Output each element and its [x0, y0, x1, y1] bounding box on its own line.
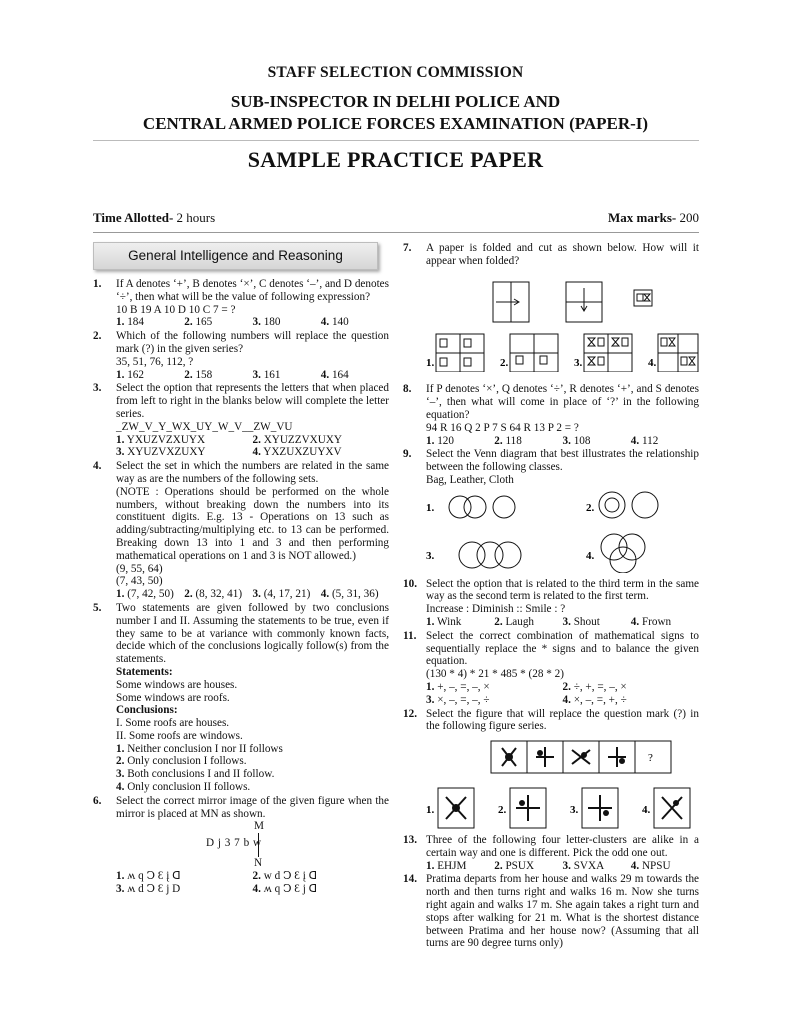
svg-text:1.: 1.: [426, 804, 435, 817]
question-number: 4.: [93, 460, 102, 473]
section-heading: General Intelligence and Reasoning: [93, 242, 378, 270]
header-divider: [93, 140, 699, 141]
question-10: [403, 578, 699, 629]
venn-option-4[interactable]: [586, 534, 645, 573]
series-option-2[interactable]: [498, 788, 546, 828]
question-9: [403, 448, 699, 576]
option-1[interactable]: 1. 120: [426, 434, 454, 447]
series-row: [491, 741, 671, 773]
svg-text:3.: 3.: [574, 356, 583, 369]
options: [116, 369, 389, 382]
option-3[interactable]: 3. Shout: [562, 615, 600, 628]
option-2[interactable]: 2. w d Ↄ Ɛ į ᗡ: [252, 870, 318, 883]
mirror-m-label: M: [254, 820, 264, 833]
right-column: [403, 242, 699, 951]
conclusions-label: Conclusions:: [116, 704, 178, 717]
figure-series: [426, 733, 699, 829]
venn-option-1[interactable]: [426, 496, 515, 518]
series-figure-1: [502, 748, 516, 766]
time-allotted: [93, 210, 215, 226]
question-12: [403, 708, 699, 833]
marks-value: 200: [676, 210, 699, 225]
option-2[interactable]: 2. Laugh: [494, 615, 535, 628]
question-1: [93, 278, 389, 329]
series-option-4[interactable]: [642, 788, 690, 828]
venn-option-2[interactable]: [586, 492, 658, 518]
option-2[interactable]: 2. 158: [184, 368, 213, 381]
question-text: Select the option that represents the letters that when placed from left to right in the blanks below will complete the letter series.: [116, 382, 389, 420]
mirror-line: [258, 833, 259, 857]
fold-option-4[interactable]: [648, 334, 698, 372]
question-4: [93, 460, 389, 601]
question-number: 3.: [93, 382, 102, 395]
question-text: Select the figure that will replace the question mark (?) in the following figure series.: [426, 707, 699, 733]
expression: 35, 51, 76, 112, ?: [116, 355, 194, 368]
classes: Bag, Leather, Cloth: [426, 473, 514, 486]
option-1[interactable]: 1. +, –, =, –, ×: [426, 680, 490, 693]
svg-text:2.: 2.: [498, 804, 507, 817]
question-text: Select the option that is related to the third term in the same way as the second term is related to the first term.: [426, 577, 699, 603]
fold-option-2[interactable]: [500, 334, 558, 372]
options: [116, 434, 389, 460]
option-1[interactable]: 1. 162: [116, 368, 144, 381]
question-number: 6.: [93, 794, 102, 807]
question-6: [93, 795, 389, 896]
question-number: 5.: [93, 601, 102, 614]
options: [426, 616, 699, 629]
option-4[interactable]: 4. ʍ q Ↄ Ɛ j ᗡ: [252, 883, 318, 896]
note: (NOTE : Operations should be performed on the whole numbers, without breaking down the numbers into its constituent digits. E.g. 13 - Operations on 13 such as adding/subtracting/multiplying etc. to 13 can be performed. Breaking down 13 into 1 and 3 and then performing mathematical operations on 1 and 3 is NOT allowed.): [116, 485, 389, 562]
option-4[interactable]: 4. 140: [320, 316, 349, 329]
svg-text:3.: 3.: [570, 804, 579, 817]
options: [116, 870, 389, 896]
option-4[interactable]: 4. YXZUXZUYXV: [252, 446, 342, 459]
question-number: 13.: [403, 833, 417, 846]
option-3[interactable]: 3. SVXA: [562, 859, 605, 872]
question-text: Two statements are given followed by two conclusions number I and II. Assuming the statements to be true, even if they same to be at variance with commonly known facts, decide which of the conclusions logically follow(s) from the statements.: [116, 601, 389, 666]
option-4[interactable]: 4. (5, 31, 36): [320, 588, 379, 601]
question-13: [403, 834, 699, 872]
paper-fold-figure: [426, 268, 699, 372]
series-option-3[interactable]: [570, 788, 618, 828]
question-text: If P denotes ‘×’, Q denotes ‘÷’, R denotes ‘+’, and S denotes ‘–’, then what will come in place of ‘?’ in the following equation?: [426, 383, 699, 421]
option-4[interactable]: 4. Frown: [630, 615, 672, 628]
statement-1: Some windows are houses.: [116, 678, 238, 691]
option-3[interactable]: 3. 180: [252, 316, 281, 329]
option-1[interactable]: 1. Neither conclusion I nor II follows: [116, 742, 283, 755]
mirror-n-label: N: [254, 857, 263, 870]
option-4[interactable]: 4. Only conclusion II follows.: [116, 781, 251, 794]
question-text: A paper is folded and cut as shown below. How will it appear when folded?: [426, 242, 699, 267]
series-option-1[interactable]: [426, 788, 474, 828]
option-4[interactable]: 4. NPSU: [630, 859, 671, 872]
question-2: [93, 330, 389, 381]
question-text: Select the correct combination of mathematical signs to sequentially replace the * signs and to balance the given equation.: [426, 629, 699, 668]
svg-text:1.: 1.: [426, 501, 435, 514]
expression: 94 R 16 Q 2 P 7 S 64 R 13 P 2 = ?: [426, 421, 579, 434]
option-4[interactable]: 4. 112: [630, 434, 659, 447]
question-text: Select the correct mirror image of the given figure when the mirror is placed at MN as shown.: [116, 794, 389, 820]
option-1[interactable]: 1. ʍ q Ↄ Ɛ į ᗡ: [116, 870, 181, 883]
question-5: [93, 602, 389, 794]
org-name: STAFF SELECTION COMMISSION: [267, 64, 524, 81]
option-3[interactable]: 3. ʍ d Ↄ Ɛ j D: [116, 883, 181, 896]
question-3: [93, 382, 389, 459]
svg-text:4.: 4.: [648, 356, 657, 369]
option-1[interactable]: 1. (7, 42, 50): [116, 588, 174, 601]
question-number: 11.: [403, 629, 417, 642]
question-text: Select the set in which the numbers are related in the same way as are the numbers of the following sets.: [116, 460, 389, 485]
question-14: [403, 873, 699, 950]
option-1[interactable]: 1. EHJM: [426, 859, 467, 872]
exam-title-line2: CENTRAL ARMED POLICE FORCES EXAMINATION (PAPER-I): [142, 114, 649, 133]
option-2[interactable]: 2. 118: [494, 434, 522, 447]
svg-text:3.: 3.: [426, 549, 435, 562]
option-4[interactable]: 4. ×, –, =, +, ÷: [562, 693, 627, 706]
statements-label: Statements:: [116, 665, 173, 678]
option-2[interactable]: 2. (8, 32, 41): [184, 588, 243, 601]
question-text: Three of the following four letter-clusters are alike in a certain way and one is different. Pick the odd one out.: [426, 833, 699, 859]
question-number: 14.: [403, 873, 417, 886]
fold-option-3[interactable]: [574, 334, 632, 372]
question-text: Select the Venn diagram that best illustrates the relationship between the following classes.: [426, 448, 699, 474]
paper-title: SAMPLE PRACTICE PAPER: [247, 147, 544, 172]
series-figure-3: [572, 750, 590, 764]
option-3[interactable]: 3. ×, –, =, –, ÷: [426, 693, 490, 706]
set-2: (7, 43, 50): [116, 575, 163, 588]
question-number: 2.: [93, 330, 102, 343]
fold-step-3: [634, 290, 652, 306]
question-text: Which of the following numbers will replace the question mark (?) in the given series?: [116, 330, 389, 355]
options: [426, 860, 699, 873]
option-3[interactable]: 3. 161: [252, 368, 281, 381]
expression: 10 B 19 A 10 D 10 C 7 = ?: [116, 303, 236, 316]
option-1[interactable]: 1. YXUZVZXUYX: [116, 433, 206, 446]
set-1: (9, 55, 64): [116, 562, 163, 575]
svg-text:4.: 4.: [642, 804, 651, 817]
svg-text:2.: 2.: [500, 356, 509, 369]
expression: _ZW_V_Y_WX_UY_W_V__ZW_VU: [116, 420, 293, 433]
statement-2: Some windows are roofs.: [116, 691, 230, 704]
question-number: 10.: [403, 577, 417, 590]
option-2[interactable]: 2. Only conclusion I follows.: [116, 755, 247, 768]
exam-title-line1: SUB-INSPECTOR IN DELHI POLICE AND: [230, 92, 561, 111]
svg-text:4.: 4.: [586, 549, 595, 562]
mirror-text: D j 3 7 b w: [206, 837, 262, 850]
conclusion-2: II. Some roofs are windows.: [116, 729, 243, 742]
question-number: 8.: [403, 383, 412, 396]
conclusion-1: I. Some roofs are houses.: [116, 717, 230, 730]
options: [116, 588, 389, 601]
expression: Increase : Diminish :: Smile : ?: [426, 603, 566, 616]
fold-option-1[interactable]: [426, 334, 484, 372]
series-figure-4: [608, 747, 626, 767]
option-2[interactable]: 2. ÷, +, =, –, ×: [562, 680, 627, 693]
question-text: Pratima departs from her house and walks 29 m towards the north and then turns right and walks 16 m. Now she turns right again and walks 17 m. She again takes a right turn and stops after walking for 21 m. What is the shortest distance between Pratima and her house now? (Assuming that all turns are 90 degree turns only): [426, 873, 699, 950]
time-label: Time Allotted-: [93, 210, 174, 225]
series-question-mark: ?: [648, 752, 653, 765]
expression: (130 * 4) * 21 * 485 * (28 * 2): [426, 668, 564, 681]
series-figure-2: [536, 747, 554, 767]
question-number: 9.: [403, 448, 412, 461]
fold-step-2: [566, 282, 602, 322]
mirror-figure: [116, 820, 389, 870]
options: [426, 435, 699, 448]
question-7: [403, 242, 699, 375]
time-value: 2 hours: [173, 210, 216, 225]
option-1[interactable]: 1. Wink: [426, 615, 462, 628]
option-3[interactable]: 3. (4, 17, 21): [252, 588, 311, 601]
question-number: 12.: [403, 707, 417, 720]
question-text: If A denotes ‘+’, B denotes ‘×’, C denotes ‘–’, and D denotes ‘÷’, then what will be the value of following expression?: [116, 278, 389, 303]
question-11: [403, 630, 699, 707]
option-2[interactable]: 2. XYUZZVXUXY: [252, 433, 342, 446]
svg-text:1.: 1.: [426, 356, 435, 369]
svg-text:2.: 2.: [586, 501, 595, 514]
option-2[interactable]: 2. PSUX: [494, 859, 535, 872]
option-3[interactable]: 3. XYUZVXZUXY: [116, 446, 206, 459]
options: [116, 316, 389, 329]
fold-step-1: [493, 282, 529, 322]
option-2[interactable]: 2. 165: [184, 316, 213, 329]
option-3[interactable]: 3. 108: [562, 434, 591, 447]
question-8: [403, 383, 699, 447]
marks-label: Max marks-: [608, 210, 677, 225]
question-number: 1.: [93, 278, 102, 290]
max-marks: [608, 210, 699, 226]
option-3[interactable]: 3. Both conclusions I and II follow.: [116, 768, 275, 781]
left-column: [93, 242, 389, 897]
option-4[interactable]: 4. 164: [320, 368, 349, 381]
venn-options-figure: [426, 487, 699, 573]
options: [426, 681, 699, 707]
venn-option-3[interactable]: [426, 542, 521, 568]
meta-divider: [93, 232, 699, 233]
question-number: 7.: [403, 242, 412, 254]
option-1[interactable]: 1. 184: [116, 316, 144, 329]
